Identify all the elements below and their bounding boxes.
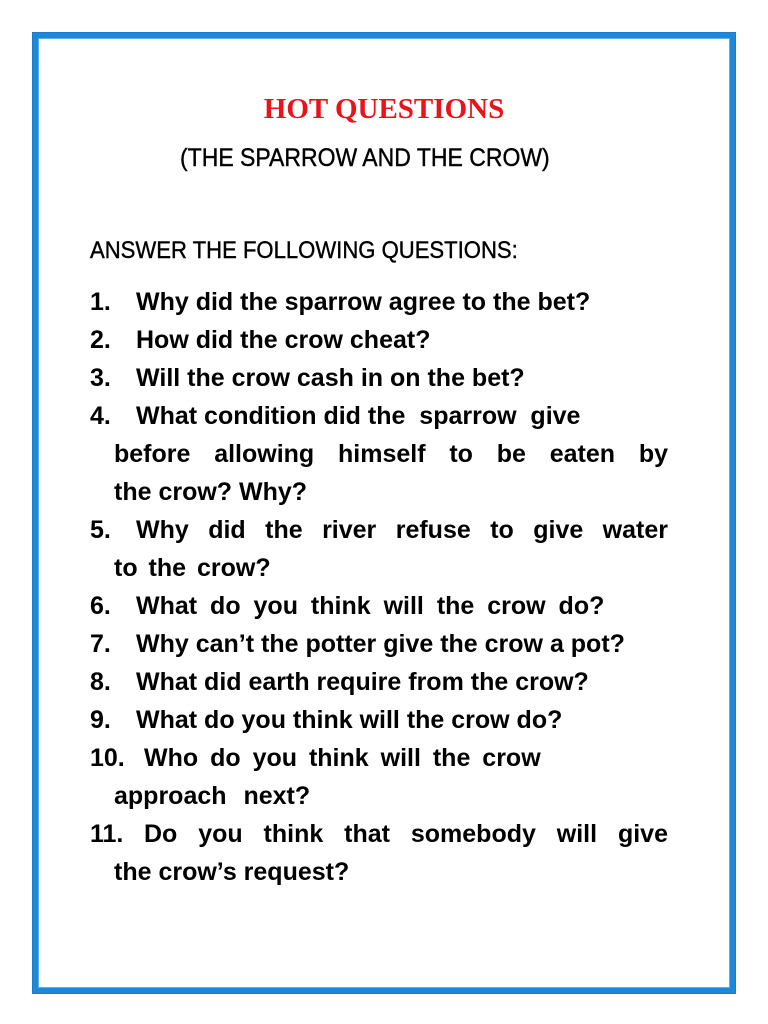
list-item [90, 359, 668, 397]
question-text [114, 815, 668, 891]
question-text [136, 321, 668, 359]
question-line: What condition did the sparrow give [136, 402, 581, 430]
question-line: Do you think that somebody will give [144, 820, 668, 848]
question-line: Why did the river refuse to give water [136, 516, 668, 544]
list-item [90, 321, 668, 359]
question-number: 3. [90, 364, 111, 392]
question-line: How did the crow cheat? [136, 326, 431, 354]
question-line: approach next? [114, 782, 311, 810]
question-number: 1. [90, 288, 111, 316]
list-item [90, 625, 668, 663]
question-line: What did earth require from the crow? [136, 668, 589, 696]
question-number: 7. [90, 630, 111, 658]
question-number: 10. [90, 744, 125, 772]
question-number: 11. [90, 820, 124, 848]
question-line: What do you think will the crow do? [136, 592, 605, 620]
question-line: the crow? Why? [114, 478, 308, 506]
question-line: the crow’s request? [114, 858, 350, 886]
question-text [136, 663, 668, 701]
question-text [114, 397, 668, 511]
list-item [90, 739, 668, 815]
question-line: Who do you think will the crow [144, 744, 541, 772]
question-number: 5. [90, 516, 111, 544]
question-text [136, 625, 668, 663]
question-text [114, 511, 668, 587]
page-title: HOT QUESTIONS [263, 93, 505, 125]
instruction-heading: ANSWER THE FOLLOWING QUESTIONS: [90, 237, 518, 264]
question-text [136, 359, 668, 397]
question-line: before allowing himself to be eaten by [114, 440, 668, 468]
question-line: What do you think will the crow do? [136, 706, 563, 734]
question-line: to the crow? [114, 554, 271, 582]
list-item [90, 815, 668, 891]
question-line: Why did the sparrow agree to the bet? [136, 288, 591, 316]
question-number: 6. [90, 592, 111, 620]
list-item [90, 511, 668, 587]
list-item [90, 587, 668, 625]
question-number: 2. [90, 326, 111, 354]
question-text [136, 283, 668, 321]
question-line: Will the crow cash in on the bet? [136, 364, 525, 392]
page-subtitle: (THE SPARROW AND THE CROW) [180, 144, 550, 172]
list-item [90, 663, 668, 701]
question-number: 9. [90, 706, 111, 734]
question-text [114, 739, 668, 815]
question-text [136, 587, 668, 625]
list-item [90, 397, 668, 511]
list-item [90, 701, 668, 739]
list-item [90, 283, 668, 321]
question-number: 4. [90, 402, 111, 430]
question-number: 8. [90, 668, 111, 696]
question-text [136, 701, 668, 739]
question-line: Why can’t the potter give the crow a pot? [136, 630, 625, 658]
question-list [90, 283, 668, 891]
